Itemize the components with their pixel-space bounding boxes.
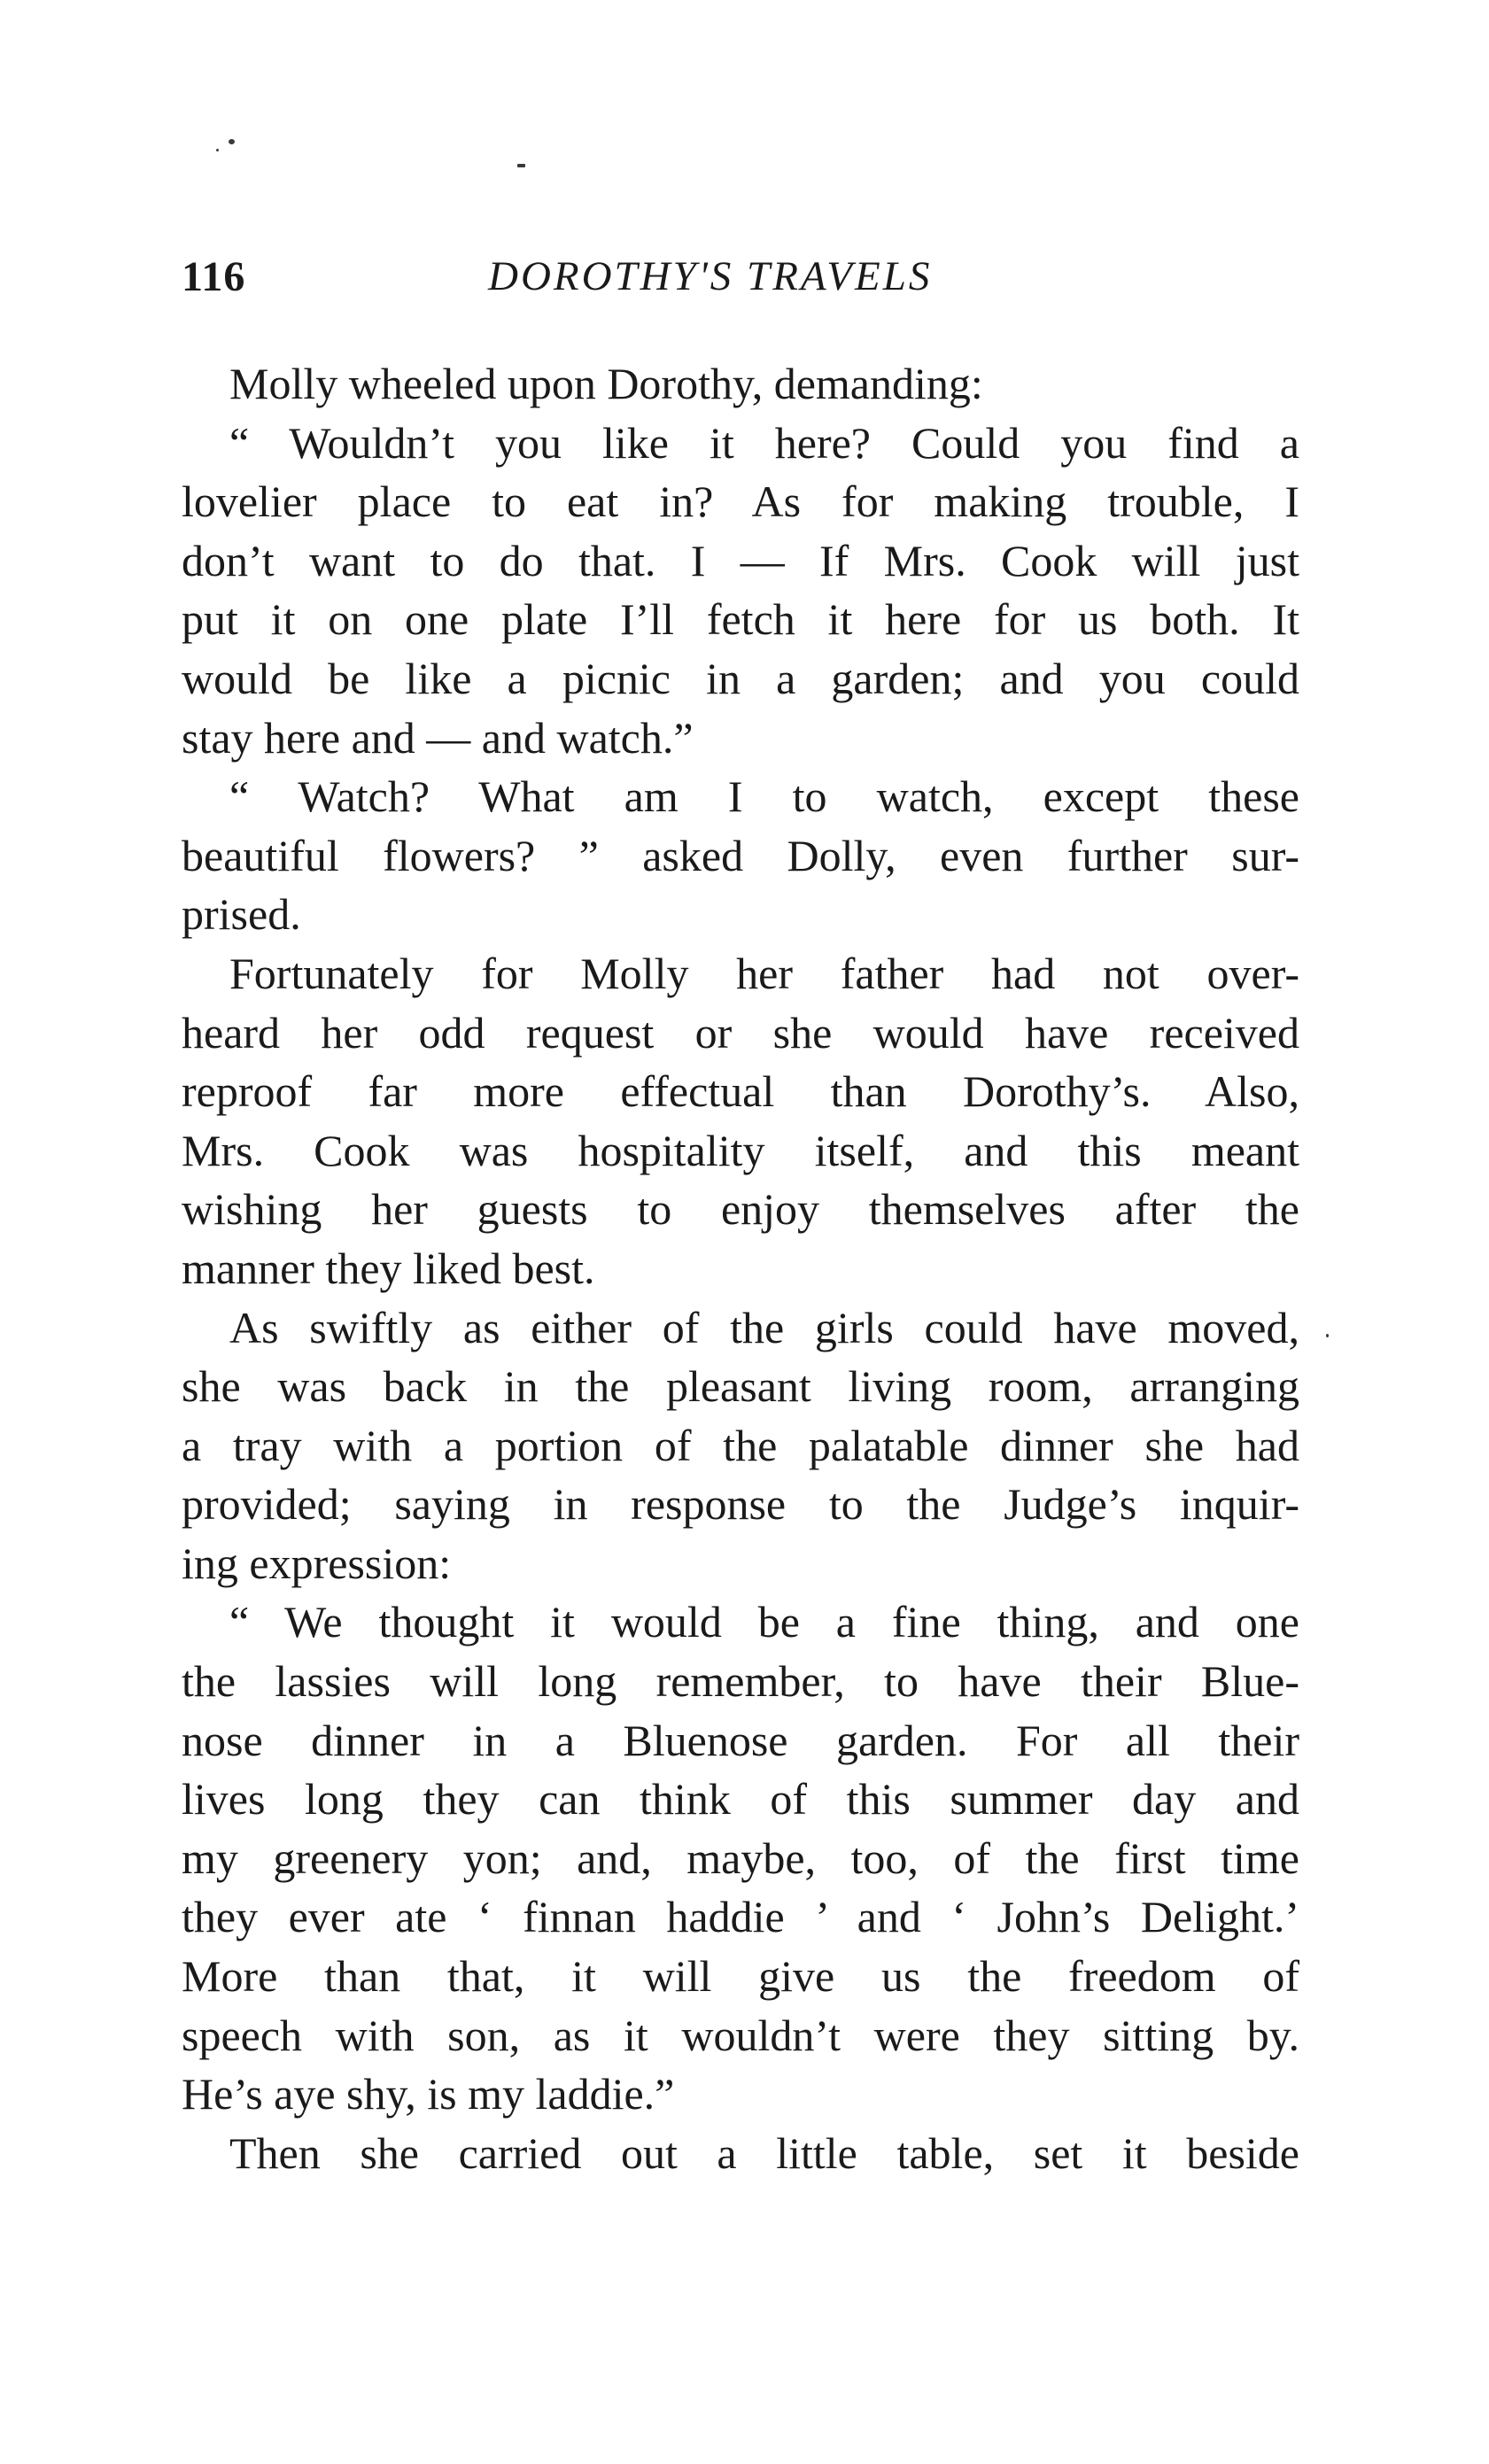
text-line: ing expression: (182, 1538, 452, 1588)
text-line: the lassies will long remember, to have their Blue- (182, 1656, 1299, 1707)
text-line: put it on one plate I’ll fetch it here for us both. It (182, 594, 1299, 645)
page-header (182, 252, 1307, 306)
text-line: prised. (182, 889, 301, 940)
body-text (182, 354, 1299, 2182)
paragraph (182, 767, 1299, 944)
text-line: wishing her guests to enjoy themselves after the (182, 1184, 1299, 1235)
paragraph (182, 1592, 1299, 2123)
text-line: “ Wouldn’t you like it here? Could you find a (229, 417, 1299, 468)
text-line: stay here and — and watch.” (182, 712, 694, 763)
text-line: Fortunately for Molly her father had not over- (229, 948, 1299, 998)
text-line: As swiftly as either of the girls could have moved, (229, 1302, 1299, 1352)
text-line: don’t want to do that. I — If Mrs. Cook will just (182, 535, 1299, 585)
text-line: would be like a picnic in a garden; and you could (182, 653, 1299, 703)
text-line: Molly wheeled upon Dorothy, demanding: (229, 359, 983, 408)
text-line: speech with son, as it wouldn’t were they sitting by. (182, 2010, 1299, 2060)
text-line: they ever ate ‘ finnan haddie ’ and ‘ John’s Delight.’ (182, 1892, 1299, 1942)
text-line: “ Watch? What am I to watch, except these (229, 771, 1299, 822)
text-line: she was back in the pleasant living room, arranging (182, 1361, 1299, 1412)
text-line: a tray with a portion of the palatable dinner she had (182, 1420, 1299, 1470)
text-line: Then she carried out a little table, set it beside (229, 2127, 1299, 2178)
text-line: manner they liked best. (182, 1243, 595, 1293)
paragraph (182, 944, 1299, 1298)
text-line: He’s aye shy, is my laddie.” (182, 2069, 675, 2119)
text-line: reproof far more effectual than Dorothy’s. Also, (182, 1066, 1299, 1117)
text-line: heard her odd request or she would have received (182, 1007, 1299, 1058)
text-line: lovelier place to eat in? As for making trouble, I (182, 477, 1299, 527)
text-line: nose dinner in a Bluenose garden. For all their (182, 1715, 1299, 1765)
text-line: “ We thought it would be a fine thing, and one (229, 1597, 1299, 1647)
text-line: More than that, it will give us the freedom of (182, 1951, 1299, 2002)
paragraph (182, 414, 1299, 768)
paragraph (182, 354, 1299, 414)
ink-speck (1326, 1334, 1329, 1337)
page-number: 116 (182, 253, 246, 300)
paragraph (182, 1298, 1299, 1593)
ink-speck (216, 149, 219, 151)
paragraph (182, 2124, 1299, 2183)
ink-speck (517, 164, 525, 167)
text-line: beautiful flowers? ” asked Dolly, even further sur- (182, 830, 1299, 880)
ink-speck (229, 139, 235, 144)
running-title: DOROTHY'S TRAVELS (488, 253, 933, 299)
text-line: Mrs. Cook was hospitality itself, and this meant (182, 1125, 1299, 1175)
text-line: lives long they can think of this summer day and (182, 1774, 1299, 1825)
text-line: my greenery yon; and, maybe, too, of the first time (182, 1833, 1299, 1883)
text-line: provided; saying in response to the Judge’s inquir- (182, 1479, 1299, 1530)
